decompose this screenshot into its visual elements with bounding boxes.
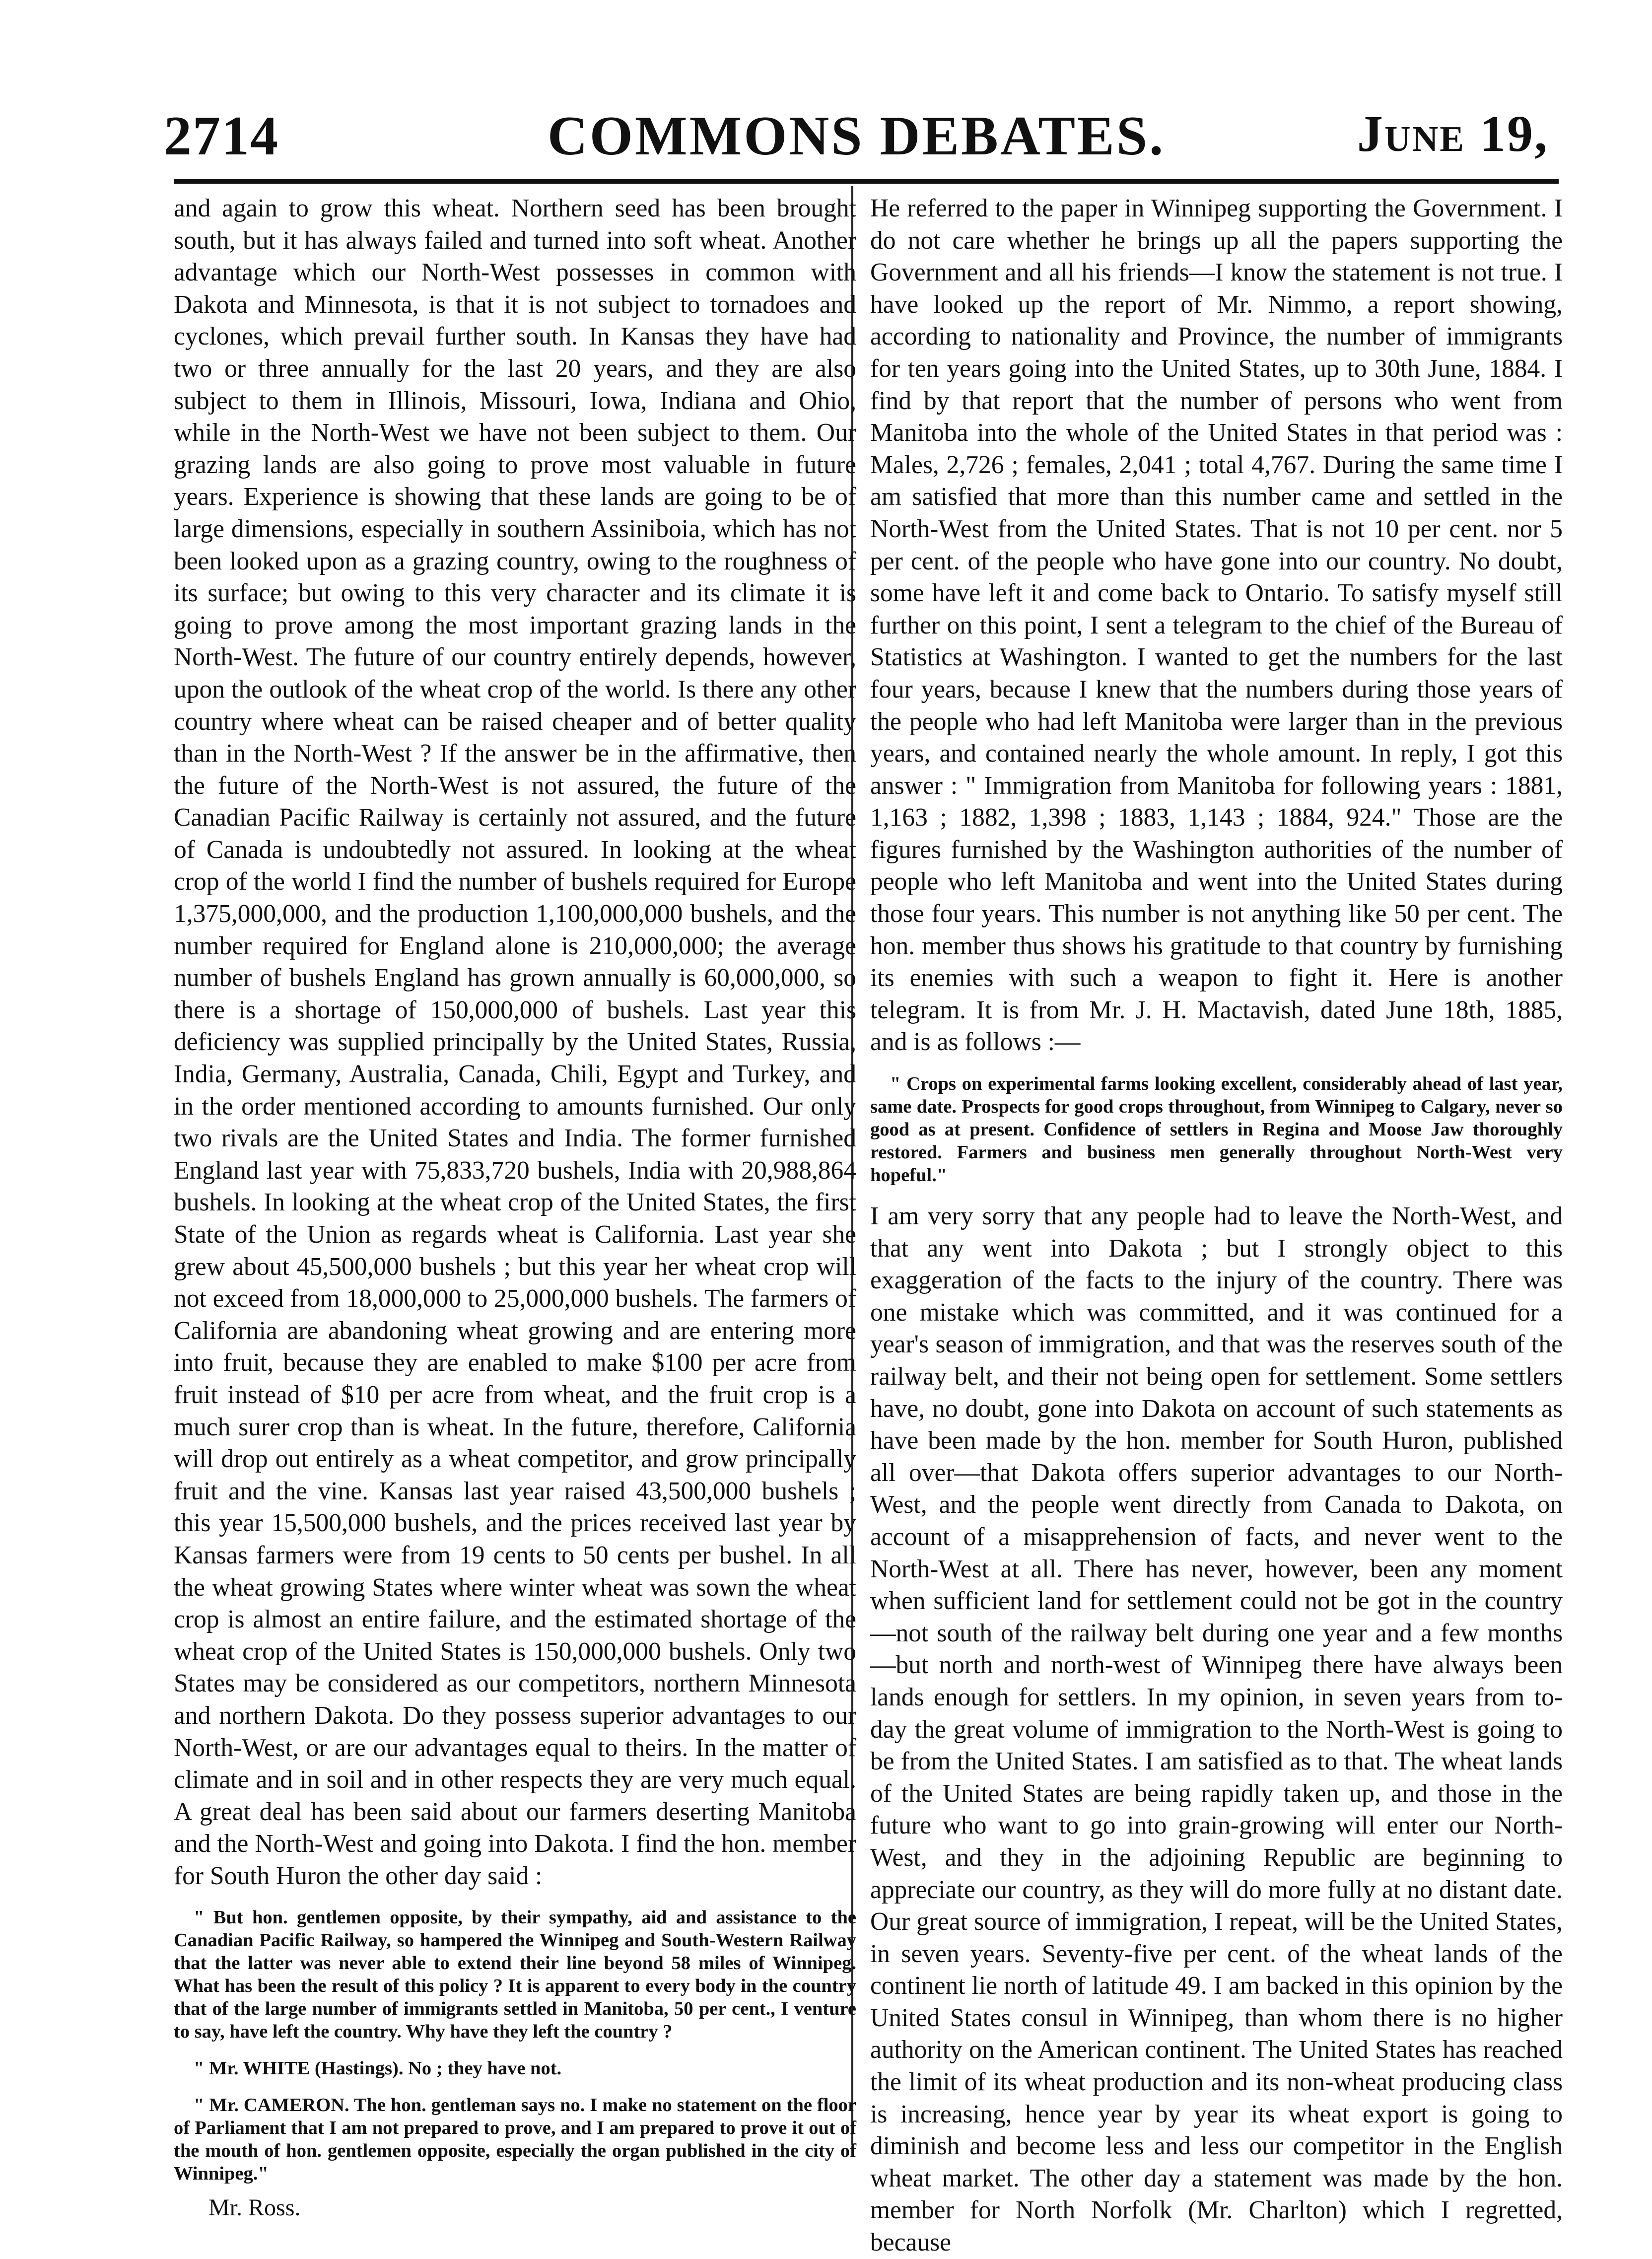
- header-rule: [174, 179, 1559, 184]
- right-column: [856, 193, 1563, 2257]
- left-column: [174, 193, 856, 2221]
- page-header: [164, 104, 1549, 179]
- left-main-text: and again to grow this wheat. Northern seed has been brought south, but it has always failed and turned into soft wheat. Another advantage which our North-West possesses in common with Dakota and Minnesota, is that it is not subject to tornadoes and cyclones, which prevail further south. In Kansas they have had two or three annually for the last 20 years, and they are also subject to them in Illinois, Missouri, Iowa, Indiana and Ohio, while in the North-West we have not been subject to them. Our grazing lands are also going to prove most valuable in future years. Experience is showing that these lands are going to be of large dimensions, especially in southern Assiniboia, which has not been looked upon as a grazing country, owing to the roughness of its surface; but owing to this very character and its climate it is going to prove among the most important grazing lands in the North-West. The future of our country entirely depends, however, upon the outlook of the wheat crop of the world. Is there any other country where wheat can be raised cheaper and of better quality than in the North-West ? If the answer be in the affirmative, then the future of the North-West is not assured, the future of the Canadian Pacific Railway is certainly not assured, and the future of Canada is undoubtedly not assured. In looking at the wheat crop of the world I find the number of bushels required for Europe 1,375,000,000, and the production 1,100,000,000 bushels, and the number required for England alone is 210,000,000; the average number of bushels England has grown annually is 60,000,000, so there is a shortage of 150,000,000 of bushels. Last year this deficiency was supplied principally by the United States, Russia, India, Germany, Australia, Canada, Chili, Egypt and Turkey, and in the order mentioned according to amounts furnished. Our only two rivals are the United States and India. The former furnished England last year with 75,833,720 bushels, India with 20,988,864 bushels. In looking at the wheat crop of the United States, the first State of the Union as regards wheat is California. Last year she grew about 45,500,000 bushels ; but this year her wheat crop will not exceed from 18,000,000 to 25,000,000 bushels. The farmers of California are abandoning wheat growing and are entering more into fruit, because they are enabled to make $100 per acre from fruit instead of $10 per acre from wheat, and the fruit crop is a much surer crop than is wheat. In the future, therefore, California will drop out entirely as a wheat competitor, and grow principally fruit and the vine. Kansas last year raised 43,500,000 bushels ; this year 15,500,000 bushels, and the prices received last year by Kansas farmers were from 19 cents to 50 cents per bushel. In all the wheat growing States where winter wheat was sown the wheat crop is almost an entire failure, and the estimated shortage of the wheat crop of the United States is 150,000,000 bushels. Only two States may be considered as our competitors, northern Minnesota and northern Dakota. Do they possess superior advantages to our North-West, or are our advantages equal to theirs. In the matter of climate and in soil and in other respects they are very much equal. A great deal has been said about our farmers deserting Manitoba and the North-West and going into Dakota. I find the hon. member for South Huron the other day said :: [174, 194, 856, 1890]
- header-date: June 19,: [1357, 105, 1549, 162]
- page-number: 2714: [164, 105, 279, 167]
- right-continuation-text: I am very sorry that any people had to leave the North-West, and that any went into Dakota ; but I strongly object to this exaggeration of the facts to the injury of the country. There was one mistake which was committed, and it was continued for a year's season of immigration, and that was the reserves south of the railway belt, and their not being open for settlement. Some settlers have, no doubt, gone into Dakota on account of such statements as have been made by the hon. member for South Huron, published all over—that Dakota offers superior advantages to our North-West, and the people went directly from Canada to Dakota, on account of a misapprehension of facts, and never went to the North-West at all. There has never, however, been any moment when sufficient land for settlement could not be got in the country—not south of the railway belt during one year and a few months—but north and north-west of Winnipeg there have always been lands enough for settlers. In my opinion, in seven years from to-day the great volume of immigration to the North-West is going to be from the United States. I am satisfied as to that. The wheat lands of the United States are being rapidly taken up, and those in the future who want to go into grain-growing will enter our North-West, and they in the adjoining Republic are beginning to appreciate our country, as they will do more fully at no distant date. Our great source of immigration, I repeat, will be the United States, in seven years. Seventy-five per cent. of the wheat lands of the continent lie north of latitude 49. I am backed in this opinion by the United States consul in Winnipeg, than whom there is no higher authority on the American continent. The United States has reached the limit of its wheat production and its non-wheat producing class is increasing, hence year by year its wheat export is going to diminish and become less and less our competitor in the English wheat market. The other day a statement was made by the hon. member for North Norfolk (Mr. Charlton) which I regretted, because: [870, 1202, 1563, 2257]
- quote-mr-white: " Mr. WHITE (Hastings). No ; they have not.: [194, 2058, 562, 2079]
- publication-title: COMMONS DEBATES.: [547, 105, 1166, 167]
- right-main-text: He referred to the paper in Winnipeg supporting the Government. I do not care whether he brings up all the papers supporting the Government and all his friends—I know the statement is not true. I have looked up the report of Mr. Nimmo, a report showing, according to nationality and Province, the number of immigrants for ten years going into the United States, up to 30th June, 1884. I find by that report that the number of persons who went from Manitoba into the whole of the United States in that period was : Males, 2,726 ; females, 2,041 ; total 4,767. During the same time I am satisfied that more than this number came and settled in the North-West from the United States. That is not 10 per cent. nor 5 per cent. of the people who have gone into our country. No doubt, some have left it and come back to Ontario. To satisfy myself still further on this point, I sent a telegram to the chief of the Bureau of Statistics at Washington. I wanted to get the numbers for the last four years, because I knew that the numbers during those years of the people who had left Manitoba were larger than in the previous years, and contained nearly the whole amount. In reply, I got this answer : " Immigration from Manitoba for following years : 1881, 1,163 ; 1882, 1,398 ; 1883, 1,143 ; 1884, 924." Those are the figures furnished by the Washington authorities of the number of people who left Manitoba and went into the United States during those four years. This number is not anything like 50 per cent. The hon. member thus shows his gratitude to that country by furnishing its enemies with such a weapon to fight it. Here is another telegram. It is from Mr. J. H. Mactavish, dated June 18th, 1885, and is as follows :—: [870, 194, 1563, 1057]
- quote-south-huron: " But hon. gentlemen opposite, by their sympathy, aid and assistance to the Canadian Pacific Railway, so hampered the Winnipeg and South-Western Railway that the latter was never able to extend their line beyond 58 miles of Winnipeg. What has been the result of this policy ? It is apparent to every body in the country that of the large number of immigrants settled in Manitoba, 50 per cent., I venture to say, have left the country. Why have they left the country ?: [174, 1907, 856, 2043]
- speaker-name: Mr. Ross.: [208, 2194, 301, 2221]
- telegram-quote: " Crops on experimental farms looking excellent, considerably ahead of last year, same date. Prospects for good crops throughout, from Winnipeg to Calgary, never so good as at present. Confidence of settlers in Regina and Moose Jaw thoroughly restored. Farmers and business men generally throughout North-West very hopeful.": [870, 1073, 1563, 1186]
- quote-mr-cameron: " Mr. CAMERON. The hon. gentleman says no. I make no statement on the floor of Parliament that I am not prepared to prove, and I am prepared to prove it out of the mouth of hon. gentlemen opposite, especially the organ published in the city of Winnipeg.": [174, 2095, 856, 2185]
